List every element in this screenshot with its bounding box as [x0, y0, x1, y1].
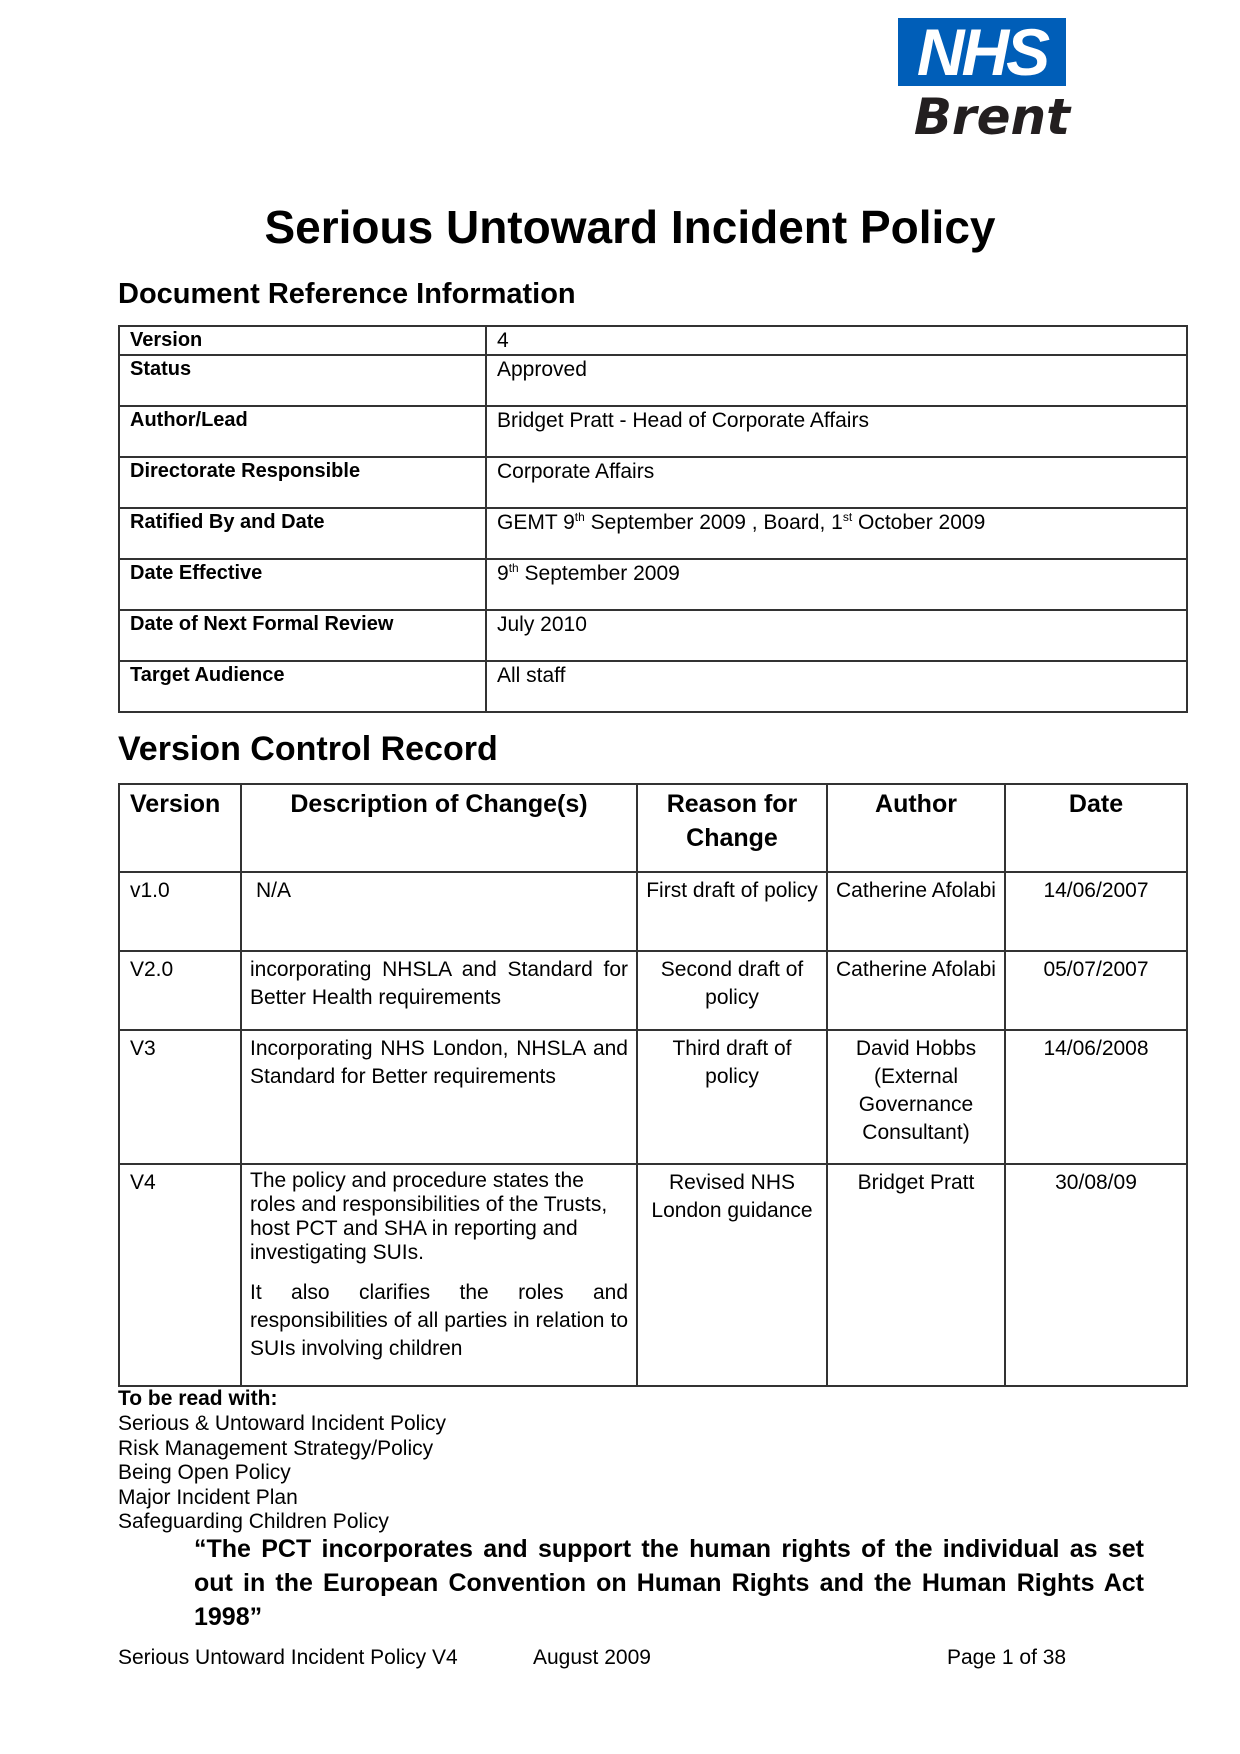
- cell-date: 14/06/2008: [1005, 1030, 1187, 1164]
- cell-reason: Revised NHS London guidance: [637, 1164, 827, 1386]
- version-control-heading: Version Control Record: [118, 730, 498, 768]
- ref-value: [486, 559, 1187, 610]
- cell-description: [241, 872, 637, 951]
- ref-value-part: September 2009 , Board, 1: [584, 511, 843, 534]
- table-row: [119, 610, 1187, 661]
- logo-org-name: Brent: [913, 88, 1070, 146]
- ref-value-part: 9: [497, 562, 509, 585]
- column-header-date: Date: [1005, 784, 1187, 872]
- ref-label: Directorate Responsible: [119, 457, 486, 508]
- list-item: Major Incident Plan: [118, 1485, 298, 1509]
- table-row: [119, 457, 1187, 508]
- cell-author: Catherine Afolabi: [827, 951, 1005, 1030]
- list-item: Being Open Policy: [118, 1461, 291, 1484]
- cell-date: 14/06/2007: [1005, 872, 1187, 951]
- nhs-logo-box: NHS: [898, 18, 1066, 86]
- ref-value-sup: st: [842, 510, 853, 524]
- table-row: [119, 508, 1187, 559]
- cell-author: Catherine Afolabi: [827, 872, 1005, 951]
- footer-document-name: Serious Untoward Incident Policy V4: [118, 1646, 458, 1669]
- footer-date: August 2009: [533, 1646, 651, 1669]
- ref-label: Status: [119, 355, 486, 406]
- cell-description-text: N/A: [256, 879, 292, 902]
- ref-label: Author/Lead: [119, 406, 486, 457]
- cell-description: [241, 1164, 637, 1386]
- cell-date: 05/07/2007: [1005, 951, 1187, 1030]
- cell-version: V3: [119, 1030, 241, 1164]
- cell-version: V4: [119, 1164, 241, 1386]
- cell-description: incorporating NHSLA and Standard for Better Health requirements: [241, 951, 637, 1030]
- table-row: [119, 559, 1187, 610]
- read-with-section: [118, 1386, 446, 1535]
- table-row: [119, 951, 1187, 1030]
- table-row: [119, 406, 1187, 457]
- ref-value-part: September 2009: [518, 562, 680, 585]
- table-header-row: [119, 784, 1187, 872]
- ref-value-sup: th: [574, 510, 585, 524]
- nhs-brent-logo: [898, 15, 1070, 146]
- ref-label: Date of Next Formal Review: [119, 610, 486, 661]
- cell-description-text-2: It also clarifies the roles and responsibilities of all parties in relation to SUIs involving children: [250, 1281, 628, 1360]
- cell-description: Incorporating NHS London, NHSLA and Standard for Better requirements: [241, 1030, 637, 1164]
- table-row: [119, 355, 1187, 406]
- ref-value: [486, 508, 1187, 559]
- ref-value: All staff: [486, 661, 1187, 712]
- cell-version: v1.0: [119, 872, 241, 951]
- read-with-heading: To be read with:: [118, 1387, 278, 1410]
- table-row: [119, 661, 1187, 712]
- ref-value-sup: th: [508, 561, 519, 575]
- column-header-reason: Reason for Change: [637, 784, 827, 872]
- column-header-description: Description of Change(s): [241, 784, 637, 872]
- ref-value-part: October 2009: [852, 511, 986, 534]
- human-rights-quote: “The PCT incorporates and support the human rights of the individual as set out in the European Convention on Human Rights and the Human Rights Act 1998”: [194, 1535, 1144, 1631]
- ref-label: Version: [119, 326, 486, 355]
- ref-label: Ratified By and Date: [119, 508, 486, 559]
- ref-value: Approved: [486, 355, 1187, 406]
- cell-description-text: The policy and procedure states the roles and responsibilities of the Trusts, host PCT and SHA in reporting and investigating SUIs.: [250, 1169, 608, 1264]
- ref-value: 4: [486, 326, 1187, 355]
- ref-value: Corporate Affairs: [486, 457, 1187, 508]
- cell-version: V2.0: [119, 951, 241, 1030]
- cell-date: 30/08/09: [1005, 1164, 1187, 1386]
- list-item: Serious & Untoward Incident Policy: [118, 1412, 446, 1435]
- list-item: Risk Management Strategy/Policy: [118, 1436, 434, 1460]
- version-control-table: [118, 783, 1188, 1387]
- page-title: Serious Untoward Incident Policy: [264, 201, 996, 253]
- table-row: [119, 326, 1187, 355]
- list-item: Safeguarding Children Policy: [118, 1510, 389, 1533]
- ref-label: Target Audience: [119, 661, 486, 712]
- column-header-version: Version: [119, 784, 241, 872]
- cell-reason: First draft of policy: [637, 872, 827, 951]
- footer-page-number: Page 1 of 38: [947, 1646, 1067, 1669]
- reference-heading: Document Reference Information: [118, 278, 576, 310]
- ref-value-part: GEMT 9: [497, 511, 575, 534]
- cell-reason: Second draft of policy: [637, 951, 827, 1030]
- ref-value: July 2010: [486, 610, 1187, 661]
- table-row: [119, 1030, 1187, 1164]
- column-header-author: Author: [827, 784, 1005, 872]
- table-row: [119, 872, 1187, 951]
- ref-value: Bridget Pratt - Head of Corporate Affairs: [486, 406, 1187, 457]
- reference-table: [118, 325, 1188, 713]
- table-row: [119, 1164, 1187, 1386]
- ref-label: Date Effective: [119, 559, 486, 610]
- cell-reason: Third draft of policy: [637, 1030, 827, 1164]
- cell-author: David Hobbs (External Governance Consultant): [827, 1030, 1005, 1164]
- cell-author: Bridget Pratt: [827, 1164, 1005, 1386]
